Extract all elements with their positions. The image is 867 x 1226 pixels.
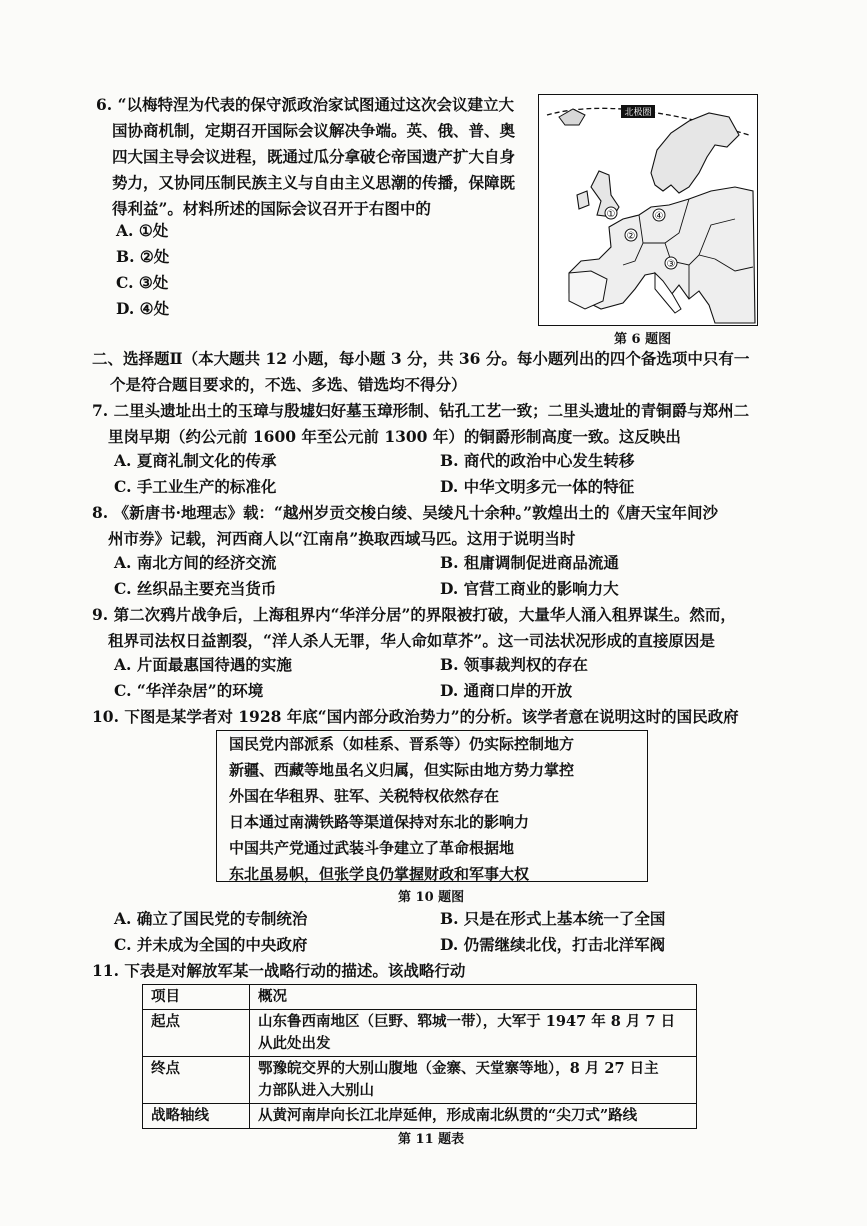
q11-table: [142, 984, 697, 1129]
q9-option-b[interactable]: B. 领事裁判权的存在: [440, 655, 588, 674]
q10-option-b[interactable]: B. 只是在形式上基本统一了全国: [440, 909, 666, 928]
q10-option-a[interactable]: A. 确立了国民党的专制统治: [114, 909, 308, 928]
table-cell-key: 终点: [143, 1057, 250, 1104]
q8-option-b[interactable]: B. 租庸调制促进商品流通: [440, 553, 619, 572]
q9-option-d[interactable]: D. 通商口岸的开放: [440, 681, 573, 700]
section2-heading-2: 个是符合题目要求的，不选、多选、错选均不得分）: [110, 375, 467, 394]
q10-box-row-6: 东北虽易帜，但张学良仍掌握财政和军事大权: [229, 865, 530, 883]
q8-option-a[interactable]: A. 南北方间的经济交流: [114, 553, 277, 572]
section2-heading-1: 二、选择题Ⅱ（本大题共 12 小题，每小题 3 分，共 36 分。每小题列出的四个备选项中只有一: [92, 349, 750, 368]
q7-line-1: 7. 二里头遗址出土的玉璋与殷墟妇好墓玉璋形制、钻孔工艺一致；二里头遗址的青铜爵与郑州二: [92, 401, 750, 420]
q7-line-2: 里岗早期（约公元前 1600 年至公元前 1300 年）的铜爵形制高度一致。这反映出: [108, 427, 681, 446]
q6-option-b[interactable]: B. ②处: [116, 247, 170, 266]
q7-option-a[interactable]: A. 夏商礼制文化的传承: [114, 451, 277, 470]
table-row: [143, 1104, 697, 1129]
q10-box-row-5: 中国共产党通过武装斗争建立了革命根据地: [229, 839, 515, 857]
q10-box-row-4: 日本通过南满铁路等渠道保持对东北的影响力: [229, 813, 530, 831]
q9-line-1: 9. 第二次鸦片战争后，上海租界内“华洋分居”的界限被打破，大量华人涌入租界谋生。然而，: [92, 605, 736, 624]
table-cell-value: [250, 1057, 697, 1104]
europe-map-drawing: [539, 95, 757, 325]
q9-option-c[interactable]: C. “华洋杂居”的环境: [114, 681, 264, 700]
q6-option-c[interactable]: C. ③处: [116, 273, 169, 292]
q6-line-2: 国协商机制，定期召开国际会议解决争端。英、俄、普、奥: [112, 121, 516, 140]
q6-line-4: 势力，又协同压制民族主义与自由主义思潮的传播，保障既: [112, 173, 516, 192]
table-row: [143, 1057, 697, 1104]
q10-box-row-1: 国民党内部派系（如桂系、晋系等）仍实际控制地方: [229, 735, 575, 753]
q10-line-1: 10. 下图是某学者对 1928 年底“国内部分政治势力”的分析。该学者意在说明这时的国民政府: [92, 707, 739, 726]
table-cell-value-line-2: 从此处出发: [258, 1035, 331, 1052]
table-header-row: [143, 985, 697, 1010]
q8-option-c[interactable]: C. 丝织品主要充当货币: [114, 579, 277, 598]
marker-2-label: ②: [626, 231, 636, 242]
table-cell-value-line-1: 鄂豫皖交界的大别山腹地（金寨、天堂寨等地），8 月 27 日主: [258, 1060, 659, 1077]
table-cell-key: 起点: [143, 1010, 250, 1057]
q8-line-1: 8. 《新唐书·地理志》载：“越州岁贡交梭白绫、吴绫凡十余种。”敦煌出土的《唐天宝年间沙: [92, 503, 719, 522]
table-cell-value-line-2: 力部队进入大别山: [258, 1082, 374, 1099]
q7-option-d[interactable]: D. 中华文明多元一体的特征: [440, 477, 635, 496]
scandinavia-shape: [651, 113, 739, 193]
q11-caption: 第 11 题表: [398, 1132, 465, 1147]
q8-line-2: 州市券》记载，河西商人以“江南帛”换取西域马匹。这用于说明当时: [108, 529, 576, 548]
q10-caption: 第 10 题图: [398, 890, 465, 905]
q6-line-5: 得利益”。材料所述的国际会议召开于右图中的: [112, 199, 431, 218]
table-row: [143, 1010, 697, 1057]
q10-option-c[interactable]: C. 并未成为全国的中央政府: [114, 935, 308, 954]
q7-option-b[interactable]: B. 商代的政治中心发生转移: [440, 451, 635, 470]
table-cell-key: 战略轴线: [143, 1104, 250, 1129]
marker-1-label: ①: [606, 209, 616, 220]
q10-box-row-2: 新疆、西藏等地虽名义归属，但实际由地方势力掌控: [229, 761, 575, 779]
table-header-overview: 概况: [250, 985, 697, 1010]
q9-option-a[interactable]: A. 片面最惠国待遇的实施: [114, 655, 292, 674]
table-cell-value: 从黄河南岸向长江北岸延伸，形成南北纵贯的“尖刀式”路线: [250, 1104, 697, 1129]
table-cell-value-line-1: 山东鲁西南地区（巨野、郓城一带），大军于 1947 年 8 月 7 日: [258, 1013, 676, 1030]
q8-option-d[interactable]: D. 官营工商业的影响力大: [440, 579, 619, 598]
europe-map: [538, 94, 758, 326]
arctic-label: 北极圈: [624, 108, 652, 118]
ireland-shape: [577, 191, 589, 209]
q6-map-caption: 第 6 题图: [614, 332, 672, 347]
q6-line-3: 四大国主导会议进程，既通过瓜分拿破仑帝国遗产扩大自身: [112, 147, 516, 166]
q6-option-a[interactable]: A. ①处: [116, 221, 169, 240]
q11-line-1: 11. 下表是对解放军某一战略行动的描述。该战略行动: [92, 961, 466, 980]
table-header-item: 项目: [143, 985, 250, 1010]
marker-3-label: ③: [666, 259, 676, 270]
table-cell-value: [250, 1010, 697, 1057]
q10-analysis-box: [216, 730, 648, 882]
q6-option-d[interactable]: D. ④处: [116, 299, 170, 318]
q6-line-1: 6. “以梅特涅为代表的保守派政治家试图通过这次会议建立大: [96, 95, 514, 114]
q7-option-c[interactable]: C. 手工业生产的标准化: [114, 477, 277, 496]
q9-line-2: 租界司法权日益割裂，“洋人杀人无罪，华人命如草芥”。这一司法状况形成的直接原因是: [108, 631, 715, 650]
q10-option-d[interactable]: D. 仍需继续北伐，打击北洋军阀: [440, 935, 666, 954]
marker-4-label: ④: [654, 211, 664, 222]
q10-box-row-3: 外国在华租界、驻军、关税特权依然存在: [229, 787, 500, 805]
